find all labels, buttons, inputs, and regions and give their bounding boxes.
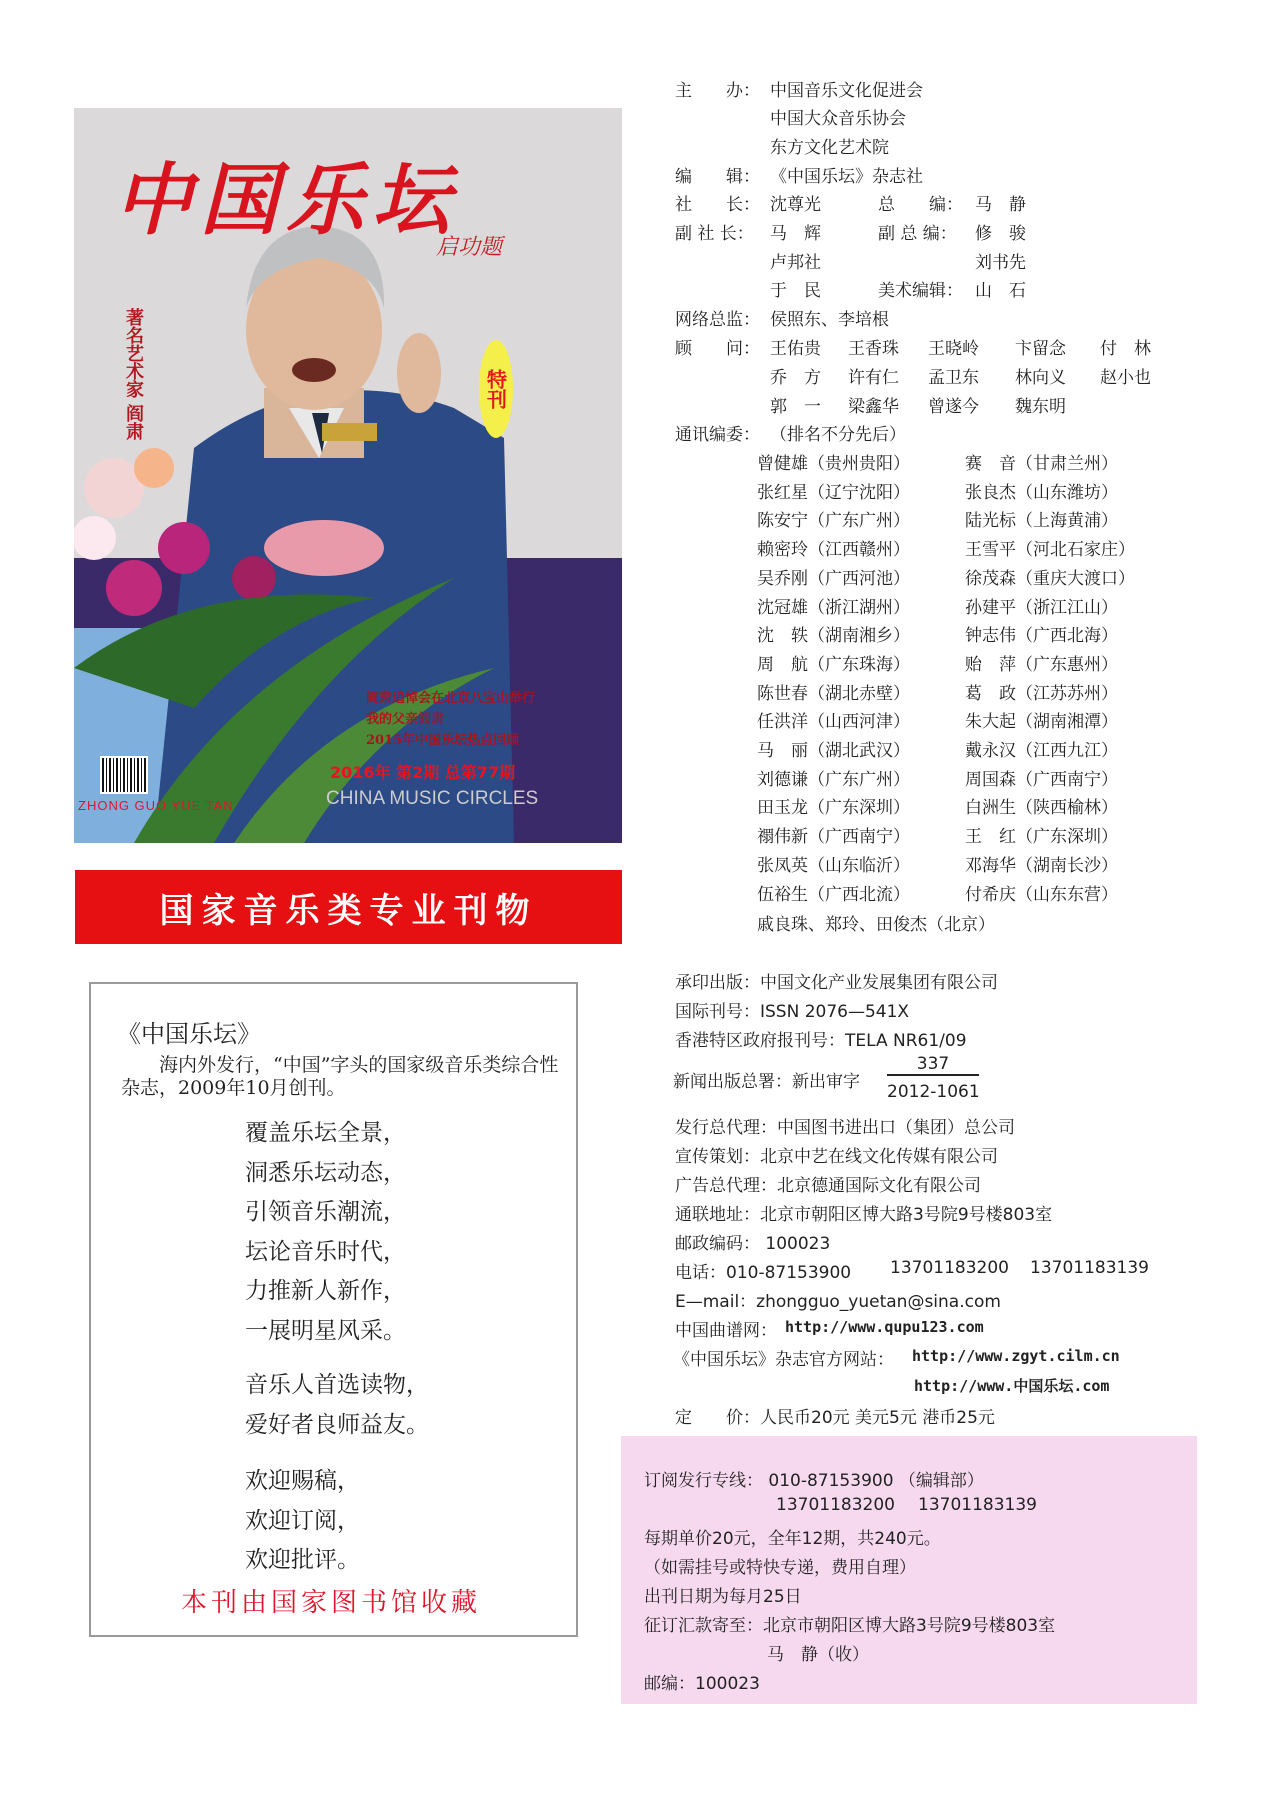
intro-title: 《中国乐坛》: [117, 1020, 261, 1048]
hk-registration: 香港特区政府报刊号：TELA NR61/09: [675, 1031, 967, 1051]
poem-line: 欢迎订阅，: [245, 1507, 360, 1534]
correspondent: 王雪平（河北石家庄）: [965, 540, 1135, 561]
advisor: 王晓岭: [928, 339, 979, 359]
postcode: 邮编：100023: [644, 1674, 760, 1694]
label: 网络总监：: [675, 310, 760, 330]
advisor: 郭 一: [770, 397, 821, 417]
advisor: 王佑贵: [770, 339, 821, 359]
publisher: 承印出版：中国文化产业发展集团有限公司: [675, 973, 998, 993]
poem-stanza: [245, 1462, 360, 1581]
advisor: 付 林: [1100, 339, 1151, 359]
vice-president: 于 民: [770, 281, 821, 301]
phone: 电话：010-87153900: [675, 1263, 852, 1283]
headline: 阎肃追悼会在北京八宝山举行: [366, 691, 536, 706]
poem-line: 爱好者良师益友。: [245, 1411, 429, 1438]
subscription-box: [621, 1436, 1197, 1704]
hotline: 订阅发行专线： 010-87153900 （编辑部）: [644, 1471, 984, 1491]
phone: 13701183200: [890, 1258, 1009, 1278]
headline: 2015年中国乐坛热点回顾: [366, 733, 520, 748]
editor: 《中国乐坛》杂志社: [770, 167, 923, 187]
correspondent: 王 红（广东深圳）: [965, 827, 1118, 848]
correspondent: 戚良珠、郑玲、田俊杰（北京）: [757, 915, 995, 935]
advisor: 赵小也: [1100, 368, 1151, 388]
poem-line: 欢迎批评。: [245, 1547, 360, 1573]
correspondent: 钟志伟（广西北海）: [965, 626, 1118, 647]
network-director: 侯照东、李培根: [770, 310, 889, 330]
vice-president: 马 辉: [770, 224, 821, 244]
correspondent: 刘德谦（广东广州）: [757, 769, 910, 790]
gapp-label: 新闻出版总署：新出审字: [673, 1072, 860, 1092]
deputy-chief: 刘书先: [975, 253, 1026, 273]
correspondent: 张凤英（山东临沂）: [757, 855, 910, 876]
advisor: 许有仁: [848, 368, 899, 388]
distributor: 发行总代理：中国图书进出口（集团）总公司: [675, 1118, 1015, 1138]
issn: 国际刊号：ISSN 2076—541X: [675, 1002, 910, 1022]
correspondent: 沈冠雄（浙江湖州）: [757, 597, 910, 618]
vice-president: 卢邦社: [770, 253, 821, 273]
correspondent: 张红星（辽宁沈阳）: [757, 482, 910, 503]
art-editor: 山 石: [975, 281, 1026, 301]
cover-pinyin-title: ZHONG GUO YUE TAN: [78, 798, 234, 813]
correspondent: 禤伟新（广西南宁）: [757, 827, 910, 848]
qupu-label: 中国曲谱网：: [675, 1321, 777, 1341]
correspondent: 付希庆（山东东营）: [965, 884, 1118, 905]
cover-vertical-caption: 著名艺术家 阎肃: [123, 308, 144, 441]
correspondent: 白洲生（陕西榆林）: [965, 798, 1118, 819]
intro-paragraph: 海内外发行，“中国”字头的国家级音乐类综合性杂志，2009年10月创刊。: [121, 1054, 559, 1099]
email[interactable]: E—mail：zhongguo_yuetan@sina.com: [675, 1292, 1001, 1312]
sponsor: 东方文化艺术院: [770, 138, 889, 158]
label: 主 办：: [675, 81, 760, 101]
correspondent: 沈 轶（湖南湘乡）: [757, 626, 910, 647]
correspondent: 陈安宁（广东广州）: [757, 511, 910, 532]
cover-issue: 2016年 第2期 总第77期: [330, 763, 516, 782]
poem-line: 一展明星风采。: [245, 1317, 406, 1344]
correspondent: 曾健雄（贵州贵阳）: [757, 454, 910, 474]
ad-agent: 广告总代理：北京德通国际文化有限公司: [675, 1176, 981, 1196]
poem-line: 引领音乐潮流，: [245, 1199, 406, 1225]
label: 通讯编委：: [675, 425, 760, 445]
poem-line: 覆盖乐坛全景，: [245, 1120, 406, 1146]
remit-address: 征订汇款寄至：北京市朝阳区博大路3号院9号楼803室: [644, 1616, 1056, 1636]
sponsor: 中国大众音乐协会: [770, 109, 906, 129]
advisor: 乔 方: [770, 368, 821, 388]
phone: 13701183139: [1030, 1258, 1149, 1278]
poem-line: 音乐人首选读物，: [245, 1372, 429, 1398]
correspondent: 任洪洋（山西河津）: [757, 712, 910, 733]
correspondent: 马 丽（湖北武汉）: [757, 741, 910, 761]
special-issue-badge: 特刊: [479, 340, 513, 438]
gapp-year: 2012-1061: [887, 1082, 980, 1102]
advisor: 王香珠: [848, 339, 899, 359]
label: 副 社 长：: [675, 224, 754, 244]
address: 通联地址：北京市朝阳区博大路3号院9号楼803室: [675, 1205, 1053, 1225]
shipping-note: （如需挂号或特快专递，费用自理）: [644, 1558, 916, 1578]
advisor: 卞留念: [1015, 339, 1066, 359]
poem-stanza: [245, 1114, 406, 1351]
label: 顾 问：: [675, 339, 760, 359]
site-label: 《中国乐坛》杂志官方网站：: [673, 1350, 894, 1370]
intro-box: [89, 982, 578, 1637]
sponsor: 中国音乐文化促进会: [770, 81, 923, 101]
label: 副 总 编：: [878, 224, 957, 244]
advisor: 梁鑫华: [848, 397, 899, 417]
postcode: 邮政编码： 100023: [675, 1234, 831, 1254]
correspondent: 葛 政（江苏苏州）: [965, 683, 1118, 704]
correspondent: 赛 音（甘肃兰州）: [965, 454, 1118, 474]
label: 美术编辑：: [878, 281, 963, 301]
poem-stanza: [245, 1366, 429, 1445]
correspondent: 朱大起（湖南湘潭）: [965, 712, 1118, 733]
banner: 国家音乐类专业刊物: [75, 870, 622, 944]
correspondents-note: （排名不分先后）: [770, 425, 906, 445]
correspondent: 周 航（广东珠海）: [757, 654, 910, 675]
recipient: 马 静（收）: [767, 1645, 869, 1665]
issue-date: 出刊日期为每月25日: [644, 1587, 802, 1607]
correspondent: 赖密玲（江西赣州）: [757, 540, 910, 561]
deputy-chief: 修 骏: [975, 224, 1026, 244]
correspondent: 周国森（广西南宁）: [965, 769, 1118, 790]
cover-title: 中国乐坛: [114, 155, 459, 246]
promotion: 宣传策划：北京中艺在线文化传媒有限公司: [675, 1147, 998, 1167]
correspondent: 陆光标（上海黄浦）: [965, 511, 1118, 532]
label: 社 长：: [675, 195, 760, 215]
label: 编 辑：: [675, 167, 760, 187]
site-link[interactable]: http://www.zgyt.cilm.cn: [912, 1347, 1120, 1365]
poem-line: 力推新人新作，: [245, 1278, 406, 1304]
poem-line: 洞悉乐坛动态，: [245, 1159, 406, 1186]
president: 沈尊光: [770, 195, 821, 215]
correspondent: 陈世春（湖北赤壁）: [757, 683, 910, 704]
qupu-link[interactable]: http://www.qupu123.com: [785, 1318, 984, 1336]
site-link[interactable]: http://www.中国乐坛.com: [914, 1377, 1110, 1395]
correspondent: 贻 萍（广东惠州）: [965, 654, 1118, 675]
mobile: 13701183200: [776, 1495, 895, 1515]
correspondent: 邓海华（湖南长沙）: [965, 855, 1118, 876]
unit-price: 每期单价20元，全年12期，共240元。: [644, 1529, 941, 1549]
price: 定 价：人民币20元 美元5元 港币25元: [675, 1408, 995, 1428]
barcode-icon: [100, 756, 148, 794]
magazine-cover: [74, 108, 622, 843]
correspondent: 吴乔刚（广西河池）: [757, 568, 910, 589]
advisor: 林向义: [1015, 368, 1066, 388]
correspondent: 田玉龙（广东深圳）: [757, 798, 910, 819]
mobile: 13701183139: [918, 1495, 1037, 1515]
gapp-number: 337: [887, 1054, 979, 1076]
advisor: 魏东明: [1015, 397, 1066, 417]
poem-line: 欢迎赐稿，: [245, 1468, 360, 1494]
cover-signature: 启功题: [436, 235, 503, 260]
cover-headlines: [366, 688, 535, 751]
advisor: 曾遂今: [928, 397, 979, 417]
poem-line: 坛论音乐时代，: [245, 1238, 406, 1265]
correspondent: 徐茂森（重庆大渡口）: [965, 568, 1135, 589]
chief-editor: 马 静: [975, 195, 1026, 215]
correspondent: 孙建平（浙江江山）: [965, 597, 1118, 618]
correspondent: 戴永汉（江西九江）: [965, 741, 1118, 761]
cover-english-title: CHINA MUSIC CIRCLES: [326, 788, 539, 809]
headline: 我的父亲阎肃: [366, 712, 445, 727]
label: 总 编：: [878, 195, 963, 215]
correspondent: 伍裕生（广西北流）: [757, 884, 910, 905]
correspondent: 张良杰（山东潍坊）: [965, 482, 1118, 503]
collection-note: 本刊由国家图书馆收藏: [181, 1588, 482, 1618]
advisor: 孟卫东: [928, 368, 979, 388]
